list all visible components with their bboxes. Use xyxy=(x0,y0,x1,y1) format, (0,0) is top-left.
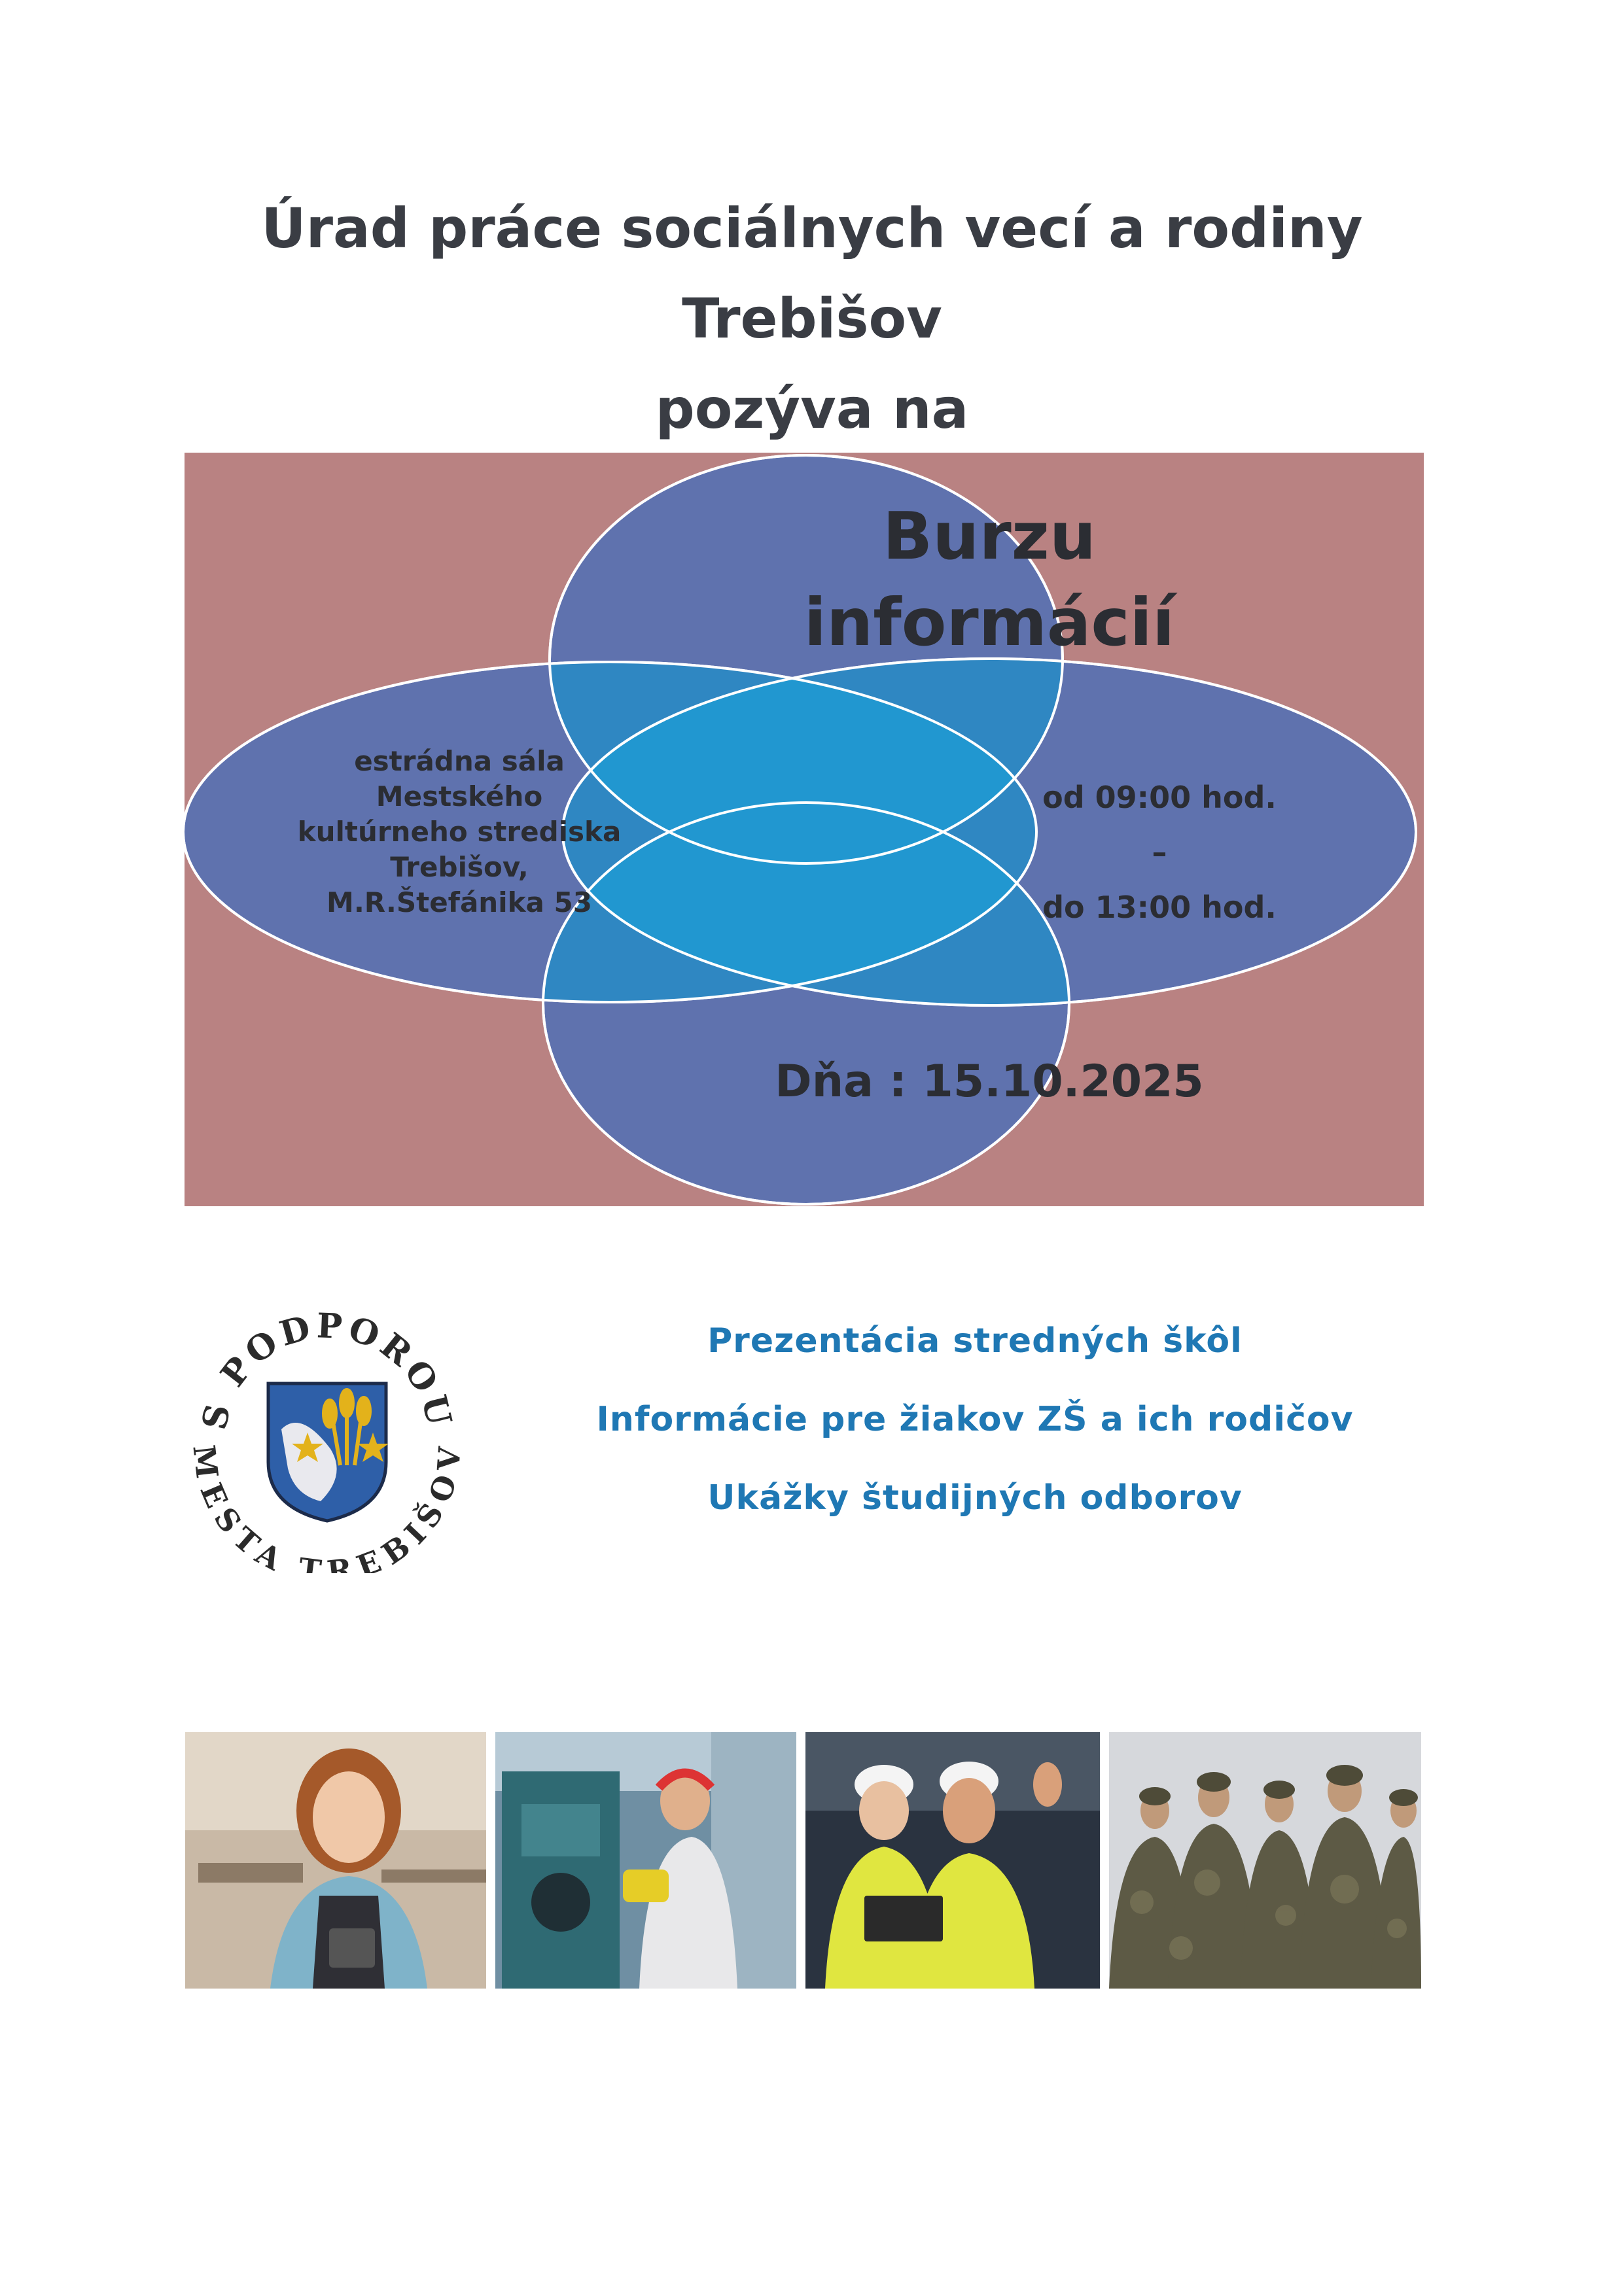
title-line-1: Burzu xyxy=(882,498,1097,574)
time-text xyxy=(1022,770,1297,935)
time-end: do 13:00 hod. xyxy=(1042,890,1277,925)
city-support-logo xyxy=(190,1298,465,1573)
feature-item: Informácie pre žiakov ZŠ a ich rodičov xyxy=(596,1400,1354,1439)
features-list xyxy=(484,1302,1466,1537)
engineers-photo xyxy=(805,1732,1100,1989)
header-line-3: pozýva na xyxy=(655,377,969,441)
venue-line: estrádna sála xyxy=(354,745,565,777)
coat-of-arms-icon xyxy=(190,1298,465,1573)
venue-line: Mestského xyxy=(376,780,543,812)
time-dash: – xyxy=(1152,835,1167,870)
event-banner xyxy=(185,453,1424,1206)
header xyxy=(0,183,1624,454)
header-line-2: Trebišov xyxy=(682,287,942,351)
venue-line: Trebišov, xyxy=(390,851,529,883)
feature-item: Prezentácia stredných škôl xyxy=(707,1321,1243,1361)
event-date: Dňa : 15.10.2025 xyxy=(775,1056,1204,1107)
waitress-photo xyxy=(185,1732,486,1989)
soldiers-photo xyxy=(1109,1732,1421,1989)
venue-line: kultúrneho strediska xyxy=(297,816,622,848)
photo-strip xyxy=(185,1732,1430,1989)
venue-line: M.R.Štefánika 53 xyxy=(327,886,592,918)
time-start: od 09:00 hod. xyxy=(1042,780,1277,815)
logo-bottom-text: MESTA TREBIŠOV xyxy=(190,1443,465,1573)
title-line-2: informácií xyxy=(803,584,1175,661)
banner-title xyxy=(728,493,1251,666)
machinist-photo xyxy=(495,1732,796,1989)
feature-item: Ukážky študijných odborov xyxy=(707,1478,1243,1518)
logo-top-text: S PODPOROU xyxy=(194,1306,461,1434)
venue-text xyxy=(270,744,649,920)
header-line-1: Úrad práce sociálnych vecí a rodiny xyxy=(261,196,1363,260)
